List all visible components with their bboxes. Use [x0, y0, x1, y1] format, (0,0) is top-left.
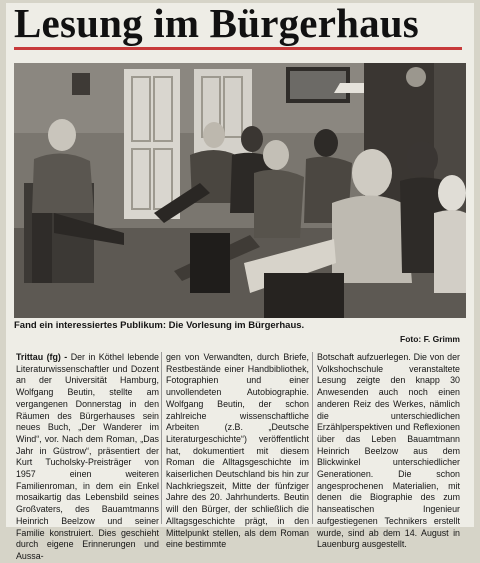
headline: Lesung im Bürgerhaus: [14, 0, 419, 46]
dateline: Trittau (fg) -: [16, 352, 71, 362]
article-photo: [14, 63, 466, 318]
article-column-1: [16, 352, 159, 561]
newspaper-clipping: [6, 0, 474, 561]
column-1-text: Der in Köthel lebende Literaturwissenschaftler und Dozent an der Universität Hamburg, Wolfgang Beutin, stellte am vergangenen Donnerstag in den Räumen des Bürgerhauses sein neues Buch, „Der Wanderer im Wind“, vor. Nach dem Roman, „Das Jahr in Güstrow“, präsentiert der Kurt Tucholsky-Preisträger von 1957 einen weiteren Familienroman, in dem ein Enkel mosaikartig das Lebensbild seines Großvaters, des Bauamtmanns Heinrich Beelzow und seiner Familie konstruiert. Dies geschieht durch eigene Erinnerungen und Aussa-: [16, 352, 159, 561]
article-column-2: gen von Verwandten, durch Briefe, Restbestände einer Handbibliothek, Fotographien und einer unvollendeten Autobiographie. Wolfgang Beutin, der schon zahlreiche wissenschaftliche Arbeiten (z.B. „Deutsche Literaturgeschichte“) veröffentlicht hat, dokumentiert mit diesem Roman die Alltagsgeschichte im kaiserlichen Deutschland bis hin zur Nachkriegszeit, Mitte der fünfziger Jahre des 20. Jahrhunderts. Beutin will den Bürger, der schließlich die Alltagsgeschichte prägt, in den Mittelpunkt stellen, als dem Roman eine bestimmte: [166, 352, 309, 550]
column-divider: [161, 352, 162, 524]
photo-credit: Foto: F. Grimm: [400, 334, 460, 344]
column-divider: [312, 352, 313, 524]
article-column-3: Botschaft aufzuerlegen. Die von der Volkshochschule veranstaltete Lesung zeigte den knapp 30 Anwesenden auch noch einen anderen Reiz des Werkes, nämlich die unterschiedlichen Erzählperspektiven und Reflexionen über das Leben Bauamtmann Heinrich Beelzow aus dem Blickwinkel unterschiedlicher Generationen. Die schon angesprochenen Materialien, mit denen die Biographie des zum hanseatischen Ingenieur aufgestiegenen Technikers erstellt wurde, sind ab dem 14. August in Lauenburg ausgestellt.: [317, 352, 460, 550]
headline-rule: [14, 47, 462, 50]
reading-room-photo: [14, 63, 466, 318]
photo-caption: Fand ein interessiertes Publikum: Die Vorlesung im Bürgerhaus.: [14, 320, 305, 331]
